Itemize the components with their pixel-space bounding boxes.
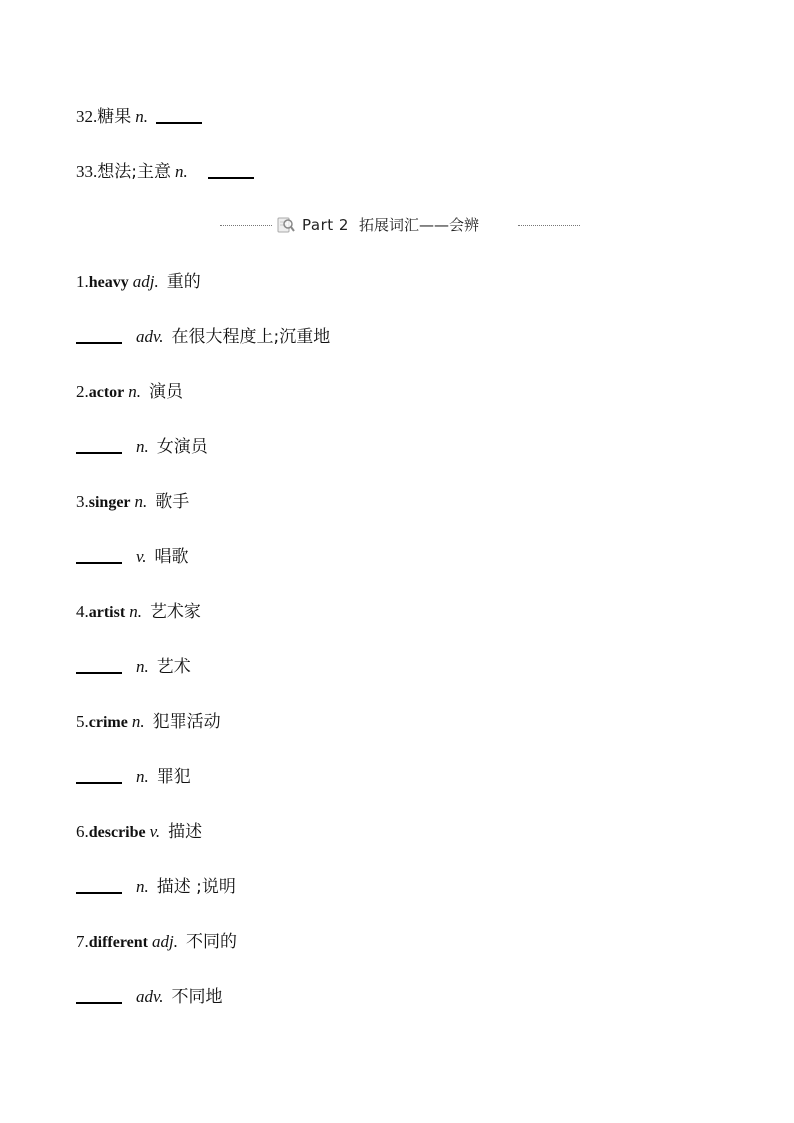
vocab-item-4 [76,600,201,624]
item-number: 4. [76,602,89,621]
item-number: 5. [76,712,89,731]
derived-item-1 [76,325,330,349]
answer-blank[interactable] [76,875,122,894]
item-pos: n. [131,712,145,731]
answer-blank[interactable] [76,435,122,454]
item-number: 33. [76,162,98,181]
item-word: artist [88,604,126,621]
derived-item-7 [76,985,223,1009]
item-word: singer [88,494,131,511]
item-number: 7. [76,932,89,951]
derived-meaning: 在很大程度上;沉重地 [171,327,331,347]
item-meaning: 重的 [166,272,201,292]
section-header [220,212,580,238]
item-pos: n. [135,107,148,126]
vocab-item-1 [76,270,201,294]
item-meaning: 不同的 [185,932,237,952]
answer-blank[interactable] [76,765,122,784]
item-number: 6. [76,822,89,841]
derived-pos: adv. [136,327,164,346]
item-meaning: 歌手 [155,492,190,512]
item-word: crime [88,714,128,731]
derived-pos: n. [136,437,149,456]
derived-meaning: 唱歌 [154,547,189,567]
item-pos: adj. [152,932,178,951]
item-word: heavy [88,274,129,291]
item-number: 1. [76,272,89,291]
derived-pos: n. [136,657,149,676]
item-number: 32. [76,107,98,126]
derived-item-2 [76,435,208,459]
item-word: actor [88,384,125,401]
item-meaning: 描述 [168,822,203,842]
vocab-item-6 [76,820,202,844]
answer-blank[interactable] [76,655,122,674]
derived-meaning: 罪犯 [156,767,191,787]
derived-pos: v. [136,547,147,566]
item-chinese: 糖果 [97,107,132,127]
section-title: 拓展词汇——会辨 [358,216,479,234]
magnifier-icon [276,215,296,235]
answer-blank[interactable] [156,105,202,124]
item-pos: n. [134,492,148,511]
item-number: 2. [76,382,89,401]
item-meaning: 犯罪活动 [152,712,221,732]
derived-item-3 [76,545,189,569]
derived-meaning: 不同地 [171,987,223,1007]
vocab-item-5 [76,710,221,734]
item-pos: n. [174,162,188,181]
derived-item-4 [76,655,191,679]
vocab-item-7 [76,930,237,954]
vocab-item-3 [76,490,189,514]
derived-meaning: 女演员 [156,437,208,457]
section-part-label: Part 2 [302,216,349,234]
dotted-divider-right [518,225,580,226]
derived-item-5 [76,765,191,789]
answer-blank[interactable] [208,160,254,179]
item-number: 3. [76,492,89,511]
answer-blank[interactable] [76,325,122,344]
derived-meaning: 艺术 [156,657,191,677]
derived-meaning: 描述 ;说明 [156,877,236,897]
item-word: different [88,934,148,951]
answer-blank[interactable] [76,985,122,1004]
item-pos: n. [128,382,142,401]
item-meaning: 艺术家 [149,602,201,622]
item-pos: n. [129,602,142,621]
derived-pos: n. [136,767,149,786]
derived-item-6 [76,875,236,899]
vocab-item-2 [76,380,183,404]
derived-pos: adv. [136,987,164,1006]
derived-pos: n. [136,877,149,896]
vocab-item-33 [76,160,254,184]
item-word: describe [88,824,146,841]
vocab-item-32 [76,105,202,129]
item-pos: v. [149,822,161,841]
item-meaning: 演员 [149,382,184,402]
item-chinese: 想法;主意 [97,162,171,182]
answer-blank[interactable] [76,545,122,564]
item-pos: adj. [132,272,159,291]
dotted-divider-left [220,225,272,226]
